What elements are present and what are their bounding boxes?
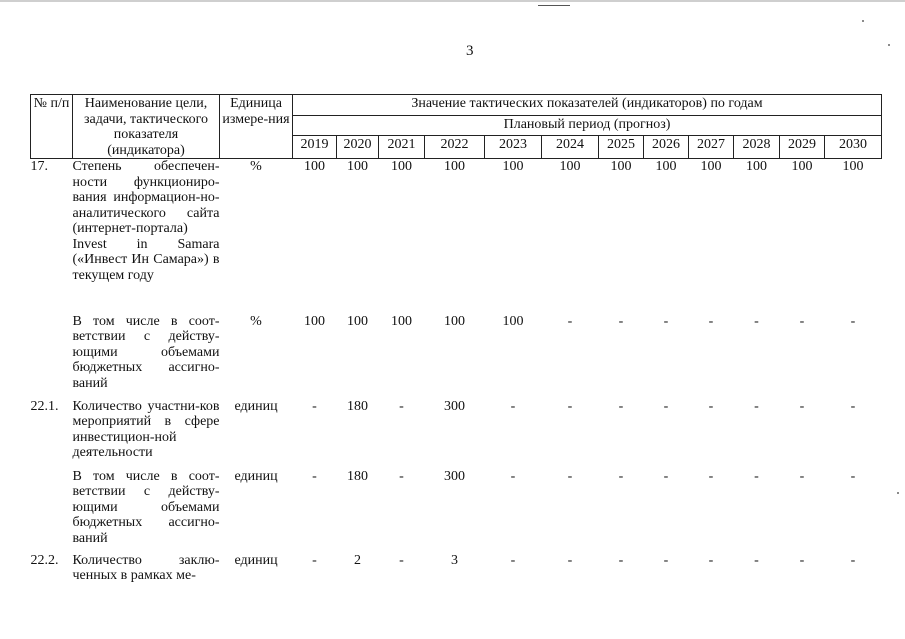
- row-value: -: [567, 398, 573, 414]
- row-name: Степень обеспечен-ности функциониро-вания информацион-но-аналитического сайта (интернет-портала) Invest in Samara («Инвест Ин Самара») в текущем году: [72, 159, 220, 283]
- row-unit: %: [250, 159, 262, 174]
- row-value: 100: [391, 159, 412, 174]
- row-name: В том числе в соот-ветствии с действу-ющими объемами бюджетных ассигно-ваний: [72, 313, 220, 391]
- header-year: 2023: [485, 136, 542, 159]
- header-year: 2028: [734, 136, 780, 159]
- row-value: -: [799, 313, 805, 329]
- row-value: 100: [559, 159, 581, 174]
- row-value: -: [708, 313, 714, 329]
- row-value: 100: [304, 159, 325, 174]
- row-value: -: [708, 398, 714, 414]
- row-value: 100: [391, 313, 412, 329]
- row-value: -: [399, 552, 404, 568]
- scan-speck: [897, 492, 899, 494]
- table-row: [31, 469, 882, 553]
- row-unit: %: [250, 313, 262, 329]
- row-value: -: [567, 313, 573, 329]
- row-name: Количество участни-ков мероприятий в сфере инвестицион-ной деятельности: [72, 398, 220, 460]
- row-value: -: [510, 552, 516, 568]
- row-value: 100: [842, 159, 864, 174]
- row-value: 100: [610, 159, 632, 174]
- header-year: 2027: [689, 136, 734, 159]
- row-value: -: [510, 398, 516, 414]
- row-value: -: [663, 552, 669, 568]
- header-name: Наименование цели, задачи, тактического показателя (индикатора): [73, 95, 220, 159]
- row-value: -: [799, 398, 805, 414]
- header-year: 2030: [825, 136, 882, 159]
- row-value: -: [708, 552, 714, 568]
- row-value: 100: [655, 159, 677, 174]
- row-value: -: [850, 552, 856, 568]
- header-year: 2025: [599, 136, 644, 159]
- row-value: -: [312, 468, 317, 484]
- row-value: -: [399, 468, 404, 484]
- row-value: -: [754, 468, 759, 484]
- row-value: -: [312, 552, 317, 568]
- row-number: 17.: [30, 159, 48, 174]
- header-year: 2020: [337, 136, 379, 159]
- row-value: 180: [347, 468, 368, 484]
- row-value: -: [663, 468, 669, 484]
- header-values: Значение тактических показателей (индикаторов) по годам: [293, 95, 882, 116]
- row-unit: единиц: [234, 398, 278, 414]
- row-value: 100: [746, 159, 767, 174]
- row-value: -: [754, 313, 759, 329]
- header-year: 2024: [542, 136, 599, 159]
- row-value: -: [567, 468, 573, 484]
- header-year: 2029: [780, 136, 825, 159]
- header-year: 2021: [379, 136, 425, 159]
- page-number: 3: [466, 43, 474, 59]
- row-value: -: [399, 398, 404, 414]
- row-value: -: [799, 552, 805, 568]
- row-value: 100: [502, 159, 524, 174]
- row-value: 300: [444, 468, 465, 484]
- row-value: -: [850, 468, 856, 484]
- row-value: -: [618, 313, 624, 329]
- row-value: -: [618, 552, 624, 568]
- row-value: 100: [791, 159, 813, 174]
- row-value: 100: [347, 313, 368, 329]
- row-value: -: [850, 398, 856, 414]
- row-value: 180: [347, 398, 368, 414]
- indicators-table: [30, 94, 882, 593]
- row-value: -: [754, 398, 759, 414]
- row-value: 100: [700, 159, 722, 174]
- row-number: 22.1.: [30, 398, 59, 414]
- table-row: [31, 553, 882, 593]
- row-value: -: [708, 468, 714, 484]
- table-row: [31, 399, 882, 469]
- row-value: -: [663, 313, 669, 329]
- row-value: 300: [444, 398, 465, 414]
- row-name: Количество заклю-ченных в рамках ме-: [72, 552, 220, 583]
- row-value: -: [799, 468, 805, 484]
- row-number: [31, 469, 73, 553]
- row-value: 100: [304, 313, 325, 329]
- row-number: 22.2.: [30, 552, 59, 568]
- row-unit: единиц: [234, 468, 278, 484]
- row-value: -: [754, 552, 759, 568]
- header-number: № п/п: [31, 95, 73, 159]
- top-edge-line: [0, 0, 905, 2]
- row-name: В том числе в соот-ветствии с действу-ющими объемами бюджетных ассигно-ваний: [72, 468, 220, 546]
- row-number: [31, 314, 73, 399]
- row-value: -: [618, 398, 624, 414]
- row-value: -: [663, 398, 669, 414]
- header-year: 2019: [293, 136, 337, 159]
- row-value: 100: [502, 313, 524, 329]
- row-unit: единиц: [234, 552, 278, 568]
- row-value: 100: [444, 159, 465, 174]
- scan-speck: [888, 44, 890, 46]
- table-row: [31, 159, 882, 314]
- header-year: 2022: [425, 136, 485, 159]
- scan-mark: [538, 5, 570, 6]
- row-value: -: [850, 313, 856, 329]
- row-value: 3: [451, 552, 458, 568]
- row-value: 100: [444, 313, 465, 329]
- row-value: -: [618, 468, 624, 484]
- table-row: [31, 314, 882, 399]
- header-unit: Единица измере-ния: [220, 95, 293, 159]
- row-value: 100: [347, 159, 368, 174]
- row-value: -: [510, 468, 516, 484]
- row-value: -: [567, 552, 573, 568]
- scan-speck: [862, 20, 864, 22]
- row-value: 2: [354, 552, 361, 568]
- header-planned-period: Плановый период (прогноз): [293, 115, 882, 136]
- header-year: 2026: [644, 136, 689, 159]
- row-value: -: [312, 398, 317, 414]
